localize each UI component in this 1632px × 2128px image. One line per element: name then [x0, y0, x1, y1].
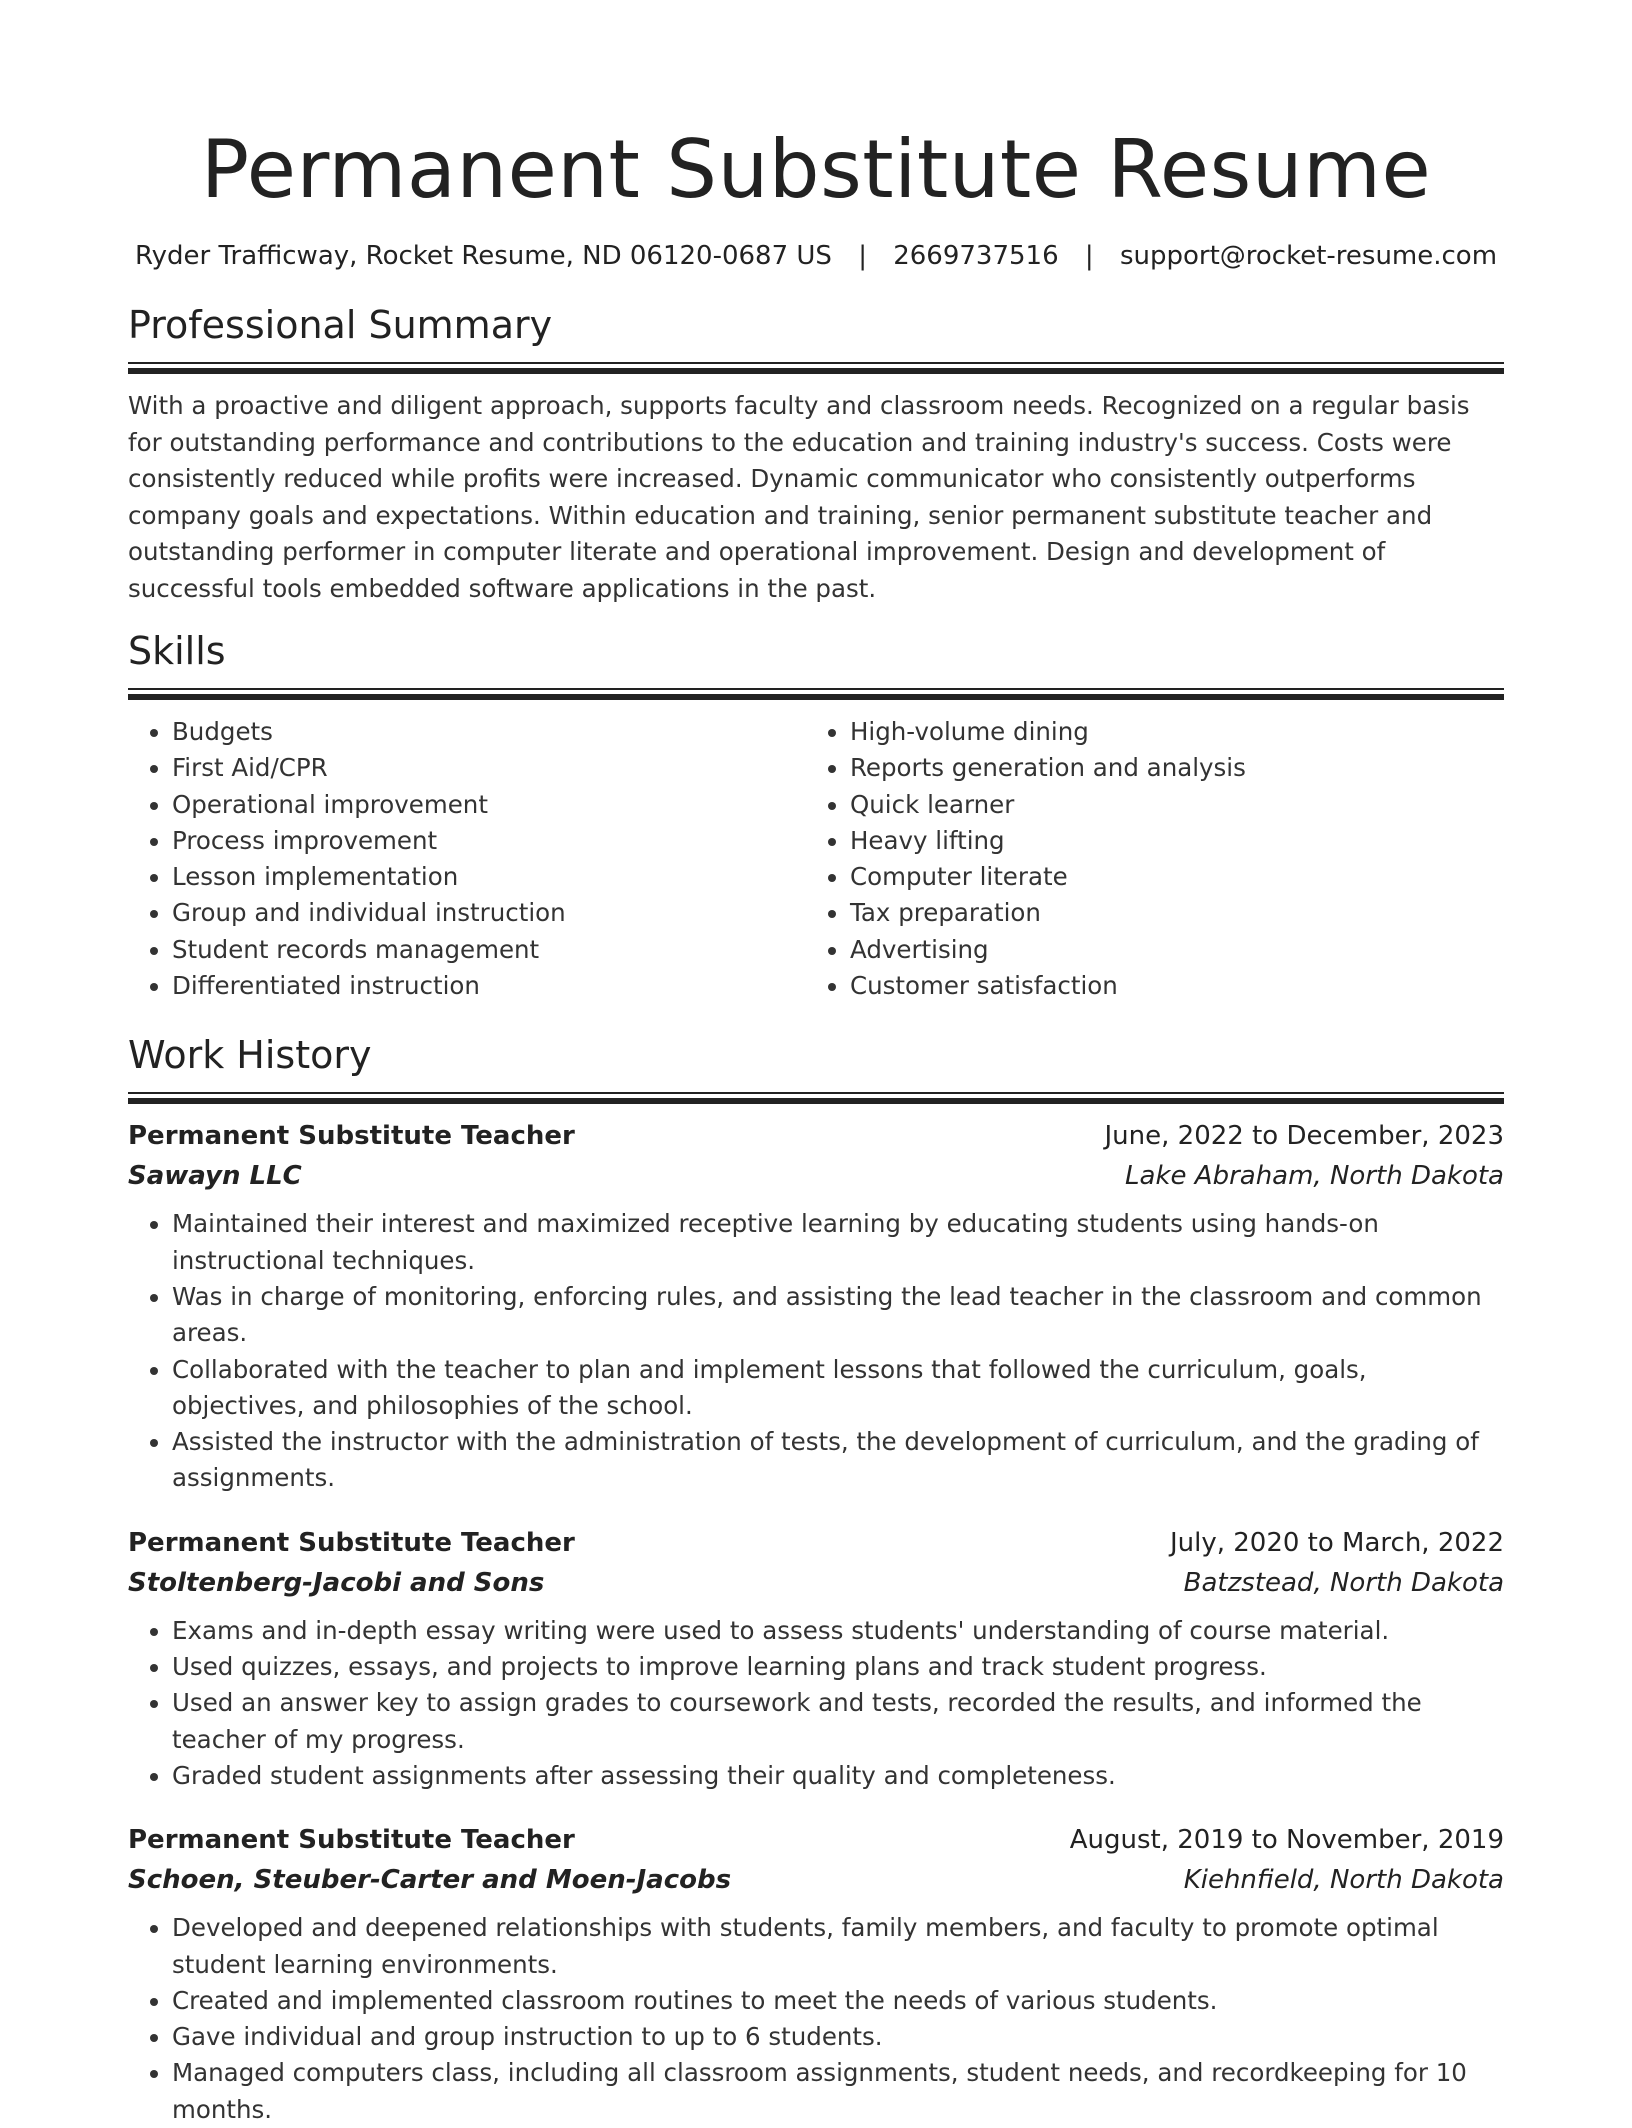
job-bullets [128, 1206, 1504, 1496]
job-bullet: • Graded student assignments after assessing their quality and completeness. [172, 1758, 1504, 1794]
job-bullet: • Exams and in-depth essay writing were used to assess students' understanding of course material. [172, 1613, 1504, 1649]
job-dates: June, 2022 to December, 2023 [1104, 1121, 1504, 1152]
job-bullet: • Used an answer key to assign grades to coursework and tests, recorded the results, and informed the teacher of my progress. [172, 1685, 1504, 1758]
contact-separator: | [1084, 241, 1094, 271]
skills-section [128, 627, 1504, 1004]
job-bullet: • Maintained their interest and maximized receptive learning by educating students using hands-on instructional techniques. [172, 1206, 1504, 1279]
job-bullet: • Assisted the instructor with the administration of tests, the development of curriculum, and the grading of assignments. [172, 1424, 1504, 1497]
skill-item: • First Aid/CPR [172, 750, 806, 786]
job-entry [128, 1820, 1504, 2128]
skill-item: • Differentiated instruction [172, 968, 806, 1004]
skill-item: • Student records management [172, 932, 806, 968]
skill-item: • Quick learner [850, 787, 1484, 823]
job-title: Permanent Substitute Teacher [128, 1121, 575, 1152]
resume-title: Permanent Substitute Resume [200, 123, 1432, 216]
skills-columns [128, 714, 1504, 1004]
skill-item: • Lesson implementation [172, 859, 806, 895]
job-bullets [128, 1613, 1504, 1794]
skills-list-right [806, 714, 1484, 1004]
section-divider [128, 362, 1504, 374]
job-dates: July, 2020 to March, 2022 [1169, 1527, 1504, 1558]
job-title: Permanent Substitute Teacher [128, 1527, 575, 1558]
summary-text: With a proactive and diligent approach, supports faculty and classroom needs. Recognized on a regular basis for outstanding performance and contributions to the education and training industry's success. Costs were consistently reduced while profits were increased. Dynamic communicator who consistently outperforms company goals and expectations. Within education and training, senior permanent substitute teacher and outstanding performer in computer literate and operational improvement. Design and development of successful tools embedded software applications in the past. [128, 391, 1470, 603]
contact-phone: 2669737516 [893, 241, 1059, 271]
contact-line [128, 238, 1504, 274]
skill-item: • Process improvement [172, 823, 806, 859]
job-bullet: • Used quizzes, essays, and projects to improve learning plans and track student progress. [172, 1649, 1504, 1685]
job-bullet: • Developed and deepened relationships with students, family members, and faculty to promote optimal student learning environments. [172, 1910, 1504, 1983]
skill-item: • Customer satisfaction [850, 968, 1484, 1004]
work-history-heading: Work History [128, 1033, 372, 1078]
contact-separator: | [858, 241, 867, 271]
skills-heading: Skills [128, 629, 226, 673]
job-title: Permanent Substitute Teacher [128, 1825, 575, 1856]
job-location: Lake Abraham, North Dakota [1125, 1161, 1504, 1192]
section-divider [128, 688, 1504, 700]
skill-item: • Operational improvement [172, 787, 806, 823]
skill-item: • Heavy lifting [850, 823, 1484, 859]
skills-list-left [128, 714, 806, 1004]
job-entry [128, 1116, 1504, 1496]
contact-address: Ryder Trafficway, Rocket Resume, ND 06120-0687 US [134, 241, 832, 271]
job-bullets [128, 1910, 1504, 2128]
summary-heading: Professional Summary [128, 303, 553, 347]
job-dates: August, 2019 to November, 2019 [1069, 1825, 1504, 1856]
job-company: Sawayn LLC [128, 1161, 302, 1192]
contact-email: support@rocket-resume.com [1119, 241, 1498, 271]
job-location: Kiehnfield, North Dakota [1183, 1865, 1504, 1896]
job-bullet: • Managed computers class, including all classroom assignments, student needs, and recordkeeping for 10 months. [172, 2055, 1504, 2128]
resume-page [128, 0, 1504, 2128]
skill-item: • High-volume dining [850, 714, 1484, 750]
section-divider [128, 1092, 1504, 1104]
skill-item: • Group and individual instruction [172, 895, 806, 931]
skill-item: • Reports generation and analysis [850, 750, 1484, 786]
job-bullet: • Created and implemented classroom routines to meet the needs of various students. [172, 1983, 1504, 2019]
job-company: Schoen, Steuber-Carter and Moen-Jacobs [128, 1865, 732, 1896]
job-bullet: • Collaborated with the teacher to plan and implement lessons that followed the curriculum, goals, objectives, and philosophies of the school. [172, 1352, 1504, 1425]
job-entry [128, 1523, 1504, 1794]
skill-item: • Computer literate [850, 859, 1484, 895]
job-bullet: • Was in charge of monitoring, enforcing rules, and assisting the lead teacher in the classroom and common areas. [172, 1279, 1504, 1352]
skill-item: • Budgets [172, 714, 806, 750]
skill-item: • Tax preparation [850, 895, 1484, 931]
job-company: Stoltenberg-Jacobi and Sons [128, 1567, 545, 1598]
job-bullet: • Gave individual and group instruction to up to 6 students. [172, 2019, 1504, 2055]
summary-section [128, 301, 1504, 607]
work-history-section [128, 1031, 1504, 2128]
skill-item: • Advertising [850, 932, 1484, 968]
job-location: Batzstead, North Dakota [1183, 1567, 1504, 1598]
